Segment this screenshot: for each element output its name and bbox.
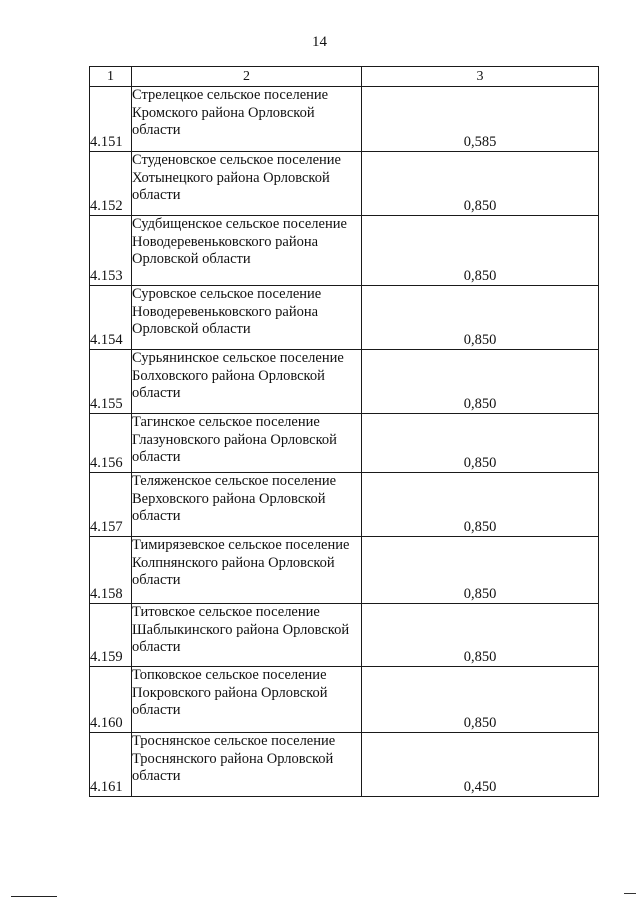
row-number: 4.151 [90,87,132,152]
settlement-name: Топковское сельское поселение Покровского района Орловской области [132,667,362,733]
coefficient-value: 0,850 [362,473,599,537]
coefficient-value: 0,850 [362,667,599,733]
coefficient-value: 0,450 [362,733,599,797]
table-row [90,414,599,473]
row-number: 4.157 [90,473,132,537]
coefficient-value: 0,585 [362,87,599,152]
settlement-name: Сурьянинское сельское поселение Болховского района Орловской области [132,350,362,414]
settlement-name: Титовское сельское поселение Шаблыкинского района Орловской области [132,604,362,667]
footer-mark [624,893,636,894]
table-row [90,87,599,152]
coefficient-value: 0,850 [362,350,599,414]
row-number: 4.156 [90,414,132,473]
settlement-name: Тагинское сельское поселение Глазуновского района Орловской области [132,414,362,473]
column-header-3: 3 [362,67,599,87]
footer-rule [11,896,57,897]
coefficient-value: 0,850 [362,604,599,667]
table-row [90,604,599,667]
column-header-2: 2 [132,67,362,87]
coefficient-value: 0,850 [362,286,599,350]
settlement-name: Судбищенское сельское поселение Новодеревеньковского района Орловской области [132,216,362,286]
settlement-name: Стрелецкое сельское поселение Кромского района Орловской области [132,87,362,152]
settlement-name: Теляженское сельское поселение Верховского района Орловской области [132,473,362,537]
row-number: 4.160 [90,667,132,733]
row-number: 4.161 [90,733,132,797]
table-row [90,473,599,537]
row-number: 4.154 [90,286,132,350]
table-row [90,152,599,216]
coefficient-value: 0,850 [362,216,599,286]
row-number: 4.155 [90,350,132,414]
row-number: 4.152 [90,152,132,216]
row-number: 4.153 [90,216,132,286]
table-header-row [90,67,599,87]
settlement-name: Троснянское сельское поселение Троснянского района Орловской области [132,733,362,797]
table-row [90,537,599,604]
column-header-1: 1 [90,67,132,87]
table-row [90,667,599,733]
page-number: 14 [312,34,327,50]
coefficient-value: 0,850 [362,537,599,604]
settlement-name: Студеновское сельское поселение Хотынецкого района Орловской области [132,152,362,216]
settlement-name: Суровское сельское поселение Новодеревеньковского района Орловской области [132,286,362,350]
table-row [90,350,599,414]
coefficient-value: 0,850 [362,414,599,473]
table-row [90,733,599,797]
settlement-name: Тимирязевское сельское поселение Колпнянского района Орловской области [132,537,362,604]
table-row [90,286,599,350]
row-number: 4.158 [90,537,132,604]
table-row [90,216,599,286]
coefficient-value: 0,850 [362,152,599,216]
row-number: 4.159 [90,604,132,667]
settlement-coefficients-table [89,66,599,797]
